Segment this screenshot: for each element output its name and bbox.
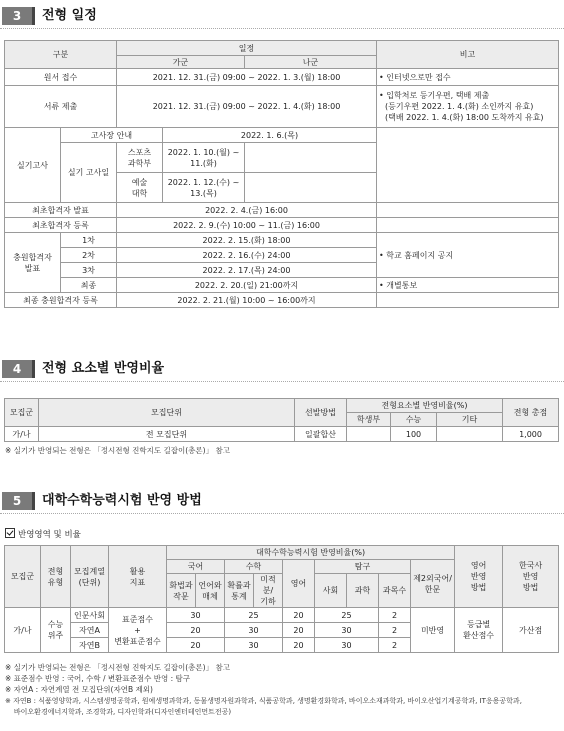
section-ratio (0, 357, 564, 381)
header-gubun: 구분 (5, 41, 117, 69)
header-hwalyong: 활용 지표 (109, 546, 167, 608)
cell-guk: 30 (167, 608, 225, 623)
header-ga-group: 가군 (117, 56, 245, 69)
header-schedule: 일정 (117, 41, 377, 56)
cell-mojip: 가/나 (5, 608, 41, 653)
cell-gyeyeol: 자연A (71, 623, 109, 638)
header-ht: 확률과 통계 (225, 574, 254, 608)
section-title: 전형 요소별 반영비율 (42, 361, 165, 376)
header-j2: 제2외국어/ 한문 (411, 560, 455, 608)
footnote: ※ 실기가 반영되는 전형은 「정시전형 진학지도 길잡이(총론)」 참고 (5, 446, 230, 455)
row-date: 2022. 2. 17.(목) 24:00 (117, 263, 377, 278)
row-date: 2022. 2. 15.(화) 18:00 (117, 233, 377, 248)
cell-su: 30 (225, 638, 283, 653)
footnote: ※ 표준점수 반영 : 국어, 수학 / 변환표준점수 반영 : 탐구 (5, 674, 190, 683)
header-yeong: 영어 (283, 560, 315, 608)
cell-gita (437, 427, 503, 442)
cell-cnt: 2 (379, 623, 411, 638)
header-em: 언어와 매체 (196, 574, 225, 608)
dept-date: 2022. 1. 10.(월) ~ 11.(화) (163, 143, 245, 173)
row-label: 원서 접수 (5, 69, 117, 86)
cell-su: 25 (225, 608, 283, 623)
cell-tam: 25 (315, 608, 379, 623)
footnote: ※ 실기가 반영되는 전형은 「정시전형 진학지도 길잡이(총론)」 참고 (5, 663, 230, 672)
cell-guk: 20 (167, 623, 225, 638)
row-date: 2022. 2. 4.(금) 16:00 (117, 203, 377, 218)
footnote: 바이오환경에너지학과, 조경학과, 디자인학과(디자인엔터테인먼트전공) (5, 708, 232, 716)
row-note: • 학교 홈페이지 공지 (377, 233, 559, 278)
row-date: 2021. 12. 31.(금) 09:00 ~ 2022. 1. 4.(화) 18:00 (117, 86, 377, 128)
dept-date: 2022. 1. 12.(수) ~ 13.(목) (163, 173, 245, 203)
header-tam: 탐구 (315, 560, 411, 574)
cell-gyeyeol: 자연B (71, 638, 109, 653)
header-gwaje: 과목수 (379, 574, 411, 608)
footnote: ※ 자연B : 식품영양학과, 시스템생명공학과, 원예생명과학과, 동물생명자원과학과, 식품공학과, 생명환경화학과, 바이오소재과학과, 바이오산업기계공학과, IT응용공학과, (5, 697, 522, 705)
cell-j2: 미반영 (411, 608, 455, 653)
section-schedule (0, 4, 564, 28)
row-label: 서류 제출 (5, 86, 117, 128)
dept-label: 스포츠 과학부 (117, 143, 163, 173)
cell-suneung: 100 (391, 427, 437, 442)
header-total: 전형 총점 (503, 399, 559, 427)
section-header (0, 489, 564, 513)
footnote: ※ 자연A : 자연계열 전 모집단위(자연B 제외) (5, 685, 153, 694)
subheading (5, 528, 81, 541)
header-na-group: 나군 (245, 56, 377, 69)
section-number-accent (32, 7, 35, 25)
header-haksaeng: 학생부 (347, 413, 391, 427)
row-note (377, 203, 559, 218)
header-gita: 기타 (437, 413, 503, 427)
cell-cnt: 2 (379, 638, 411, 653)
cell-yeong: 20 (283, 623, 315, 638)
row-note (377, 218, 559, 233)
row-date: 2021. 12. 31.(금) 09:00 ~ 2022. 1. 3.(월) 18:00 (117, 69, 377, 86)
cell-history-method: 가산점 (503, 608, 559, 653)
section-number-accent (32, 492, 35, 510)
header-yuhyeong: 전형 유형 (41, 546, 71, 608)
header-ratio: 전형요소별 반영비율(%) (347, 399, 503, 413)
header-mojip: 모집군 (5, 546, 41, 608)
cell-tam: 30 (315, 623, 379, 638)
row-label: 최종 (61, 278, 117, 293)
row-label: 3차 (61, 263, 117, 278)
section-number: 3 (12, 9, 22, 23)
header-danwi: 모집단위 (39, 399, 295, 427)
row-label: 1차 (61, 233, 117, 248)
row-label: 최초합격자 등록 (5, 218, 117, 233)
header-mojip: 모집군 (5, 399, 39, 427)
cell-guk: 20 (167, 638, 225, 653)
ratio-table (4, 398, 559, 442)
row-date: 2022. 2. 21.(월) 10:00 ~ 16:00까지 (117, 293, 377, 308)
header-seonbal: 선발방법 (295, 399, 347, 427)
cell-cnt: 2 (379, 608, 411, 623)
cell-su: 30 (225, 623, 283, 638)
row-label: 2차 (61, 248, 117, 263)
section-number: 5 (12, 494, 22, 508)
header-guk: 국어 (167, 560, 225, 574)
row-group-label: 충원합격자 발표 (5, 233, 61, 293)
header-hj: 화법과 작문 (167, 574, 196, 608)
checkbox-icon (5, 528, 15, 538)
row-note: • 개별통보 (377, 278, 559, 293)
section-csat (0, 489, 564, 513)
row-date: 2022. 2. 16.(수) 24:00 (117, 248, 377, 263)
section-number-accent (32, 360, 35, 378)
row-date: 2022. 2. 9.(수) 10:00 ~ 11.(금) 16:00 (117, 218, 377, 233)
row-label: 고사장 안내 (61, 128, 163, 143)
cell-gyeyeol: 인문사회 (71, 608, 109, 623)
header-history-method: 한국사 반영 방법 (503, 546, 559, 608)
row-date: 2022. 1. 6.(목) (163, 128, 377, 143)
cell-haksaeng (347, 427, 391, 442)
cell-yuhyeong: 수능 위주 (41, 608, 71, 653)
row-note: • 인터넷으로만 접수 (377, 69, 559, 86)
header-eng-method: 영어 반영 방법 (455, 546, 503, 608)
cell-seonbal: 일괄합산 (295, 427, 347, 442)
header-sahoe: 사회 (315, 574, 347, 608)
schedule-table (4, 40, 559, 308)
divider (0, 513, 564, 514)
cell-eng-method: 등급별 환산점수 (455, 608, 503, 653)
header-su: 수학 (225, 560, 283, 574)
header-gyeyeol: 모집계열 (단위) (71, 546, 109, 608)
section-number: 4 (12, 362, 22, 376)
divider (0, 28, 564, 29)
row-label: 최종 충원합격자 등록 (5, 293, 117, 308)
header-csat-ratio: 대학수학능력시험 반영비율(%) (167, 546, 455, 560)
cell-danwi: 전 모집단위 (39, 427, 295, 442)
dept-label: 예술 대학 (117, 173, 163, 203)
header-suneung: 수능 (391, 413, 437, 427)
subheading-text: 반영영역 및 비율 (18, 530, 81, 540)
row-group-label: 실기고사 (5, 128, 61, 203)
blank-cell (245, 143, 377, 173)
divider (0, 381, 564, 382)
row-note: • 입학처로 등기우편, 택배 제출 (등기우편 2022. 1. 4.(화) 소인까지 유효) (택배 2022. 1. 4.(화) 18:00 도착까지 유효) (377, 86, 559, 128)
cell-total: 1,000 (503, 427, 559, 442)
row-sub-label: 실기 고사일 (61, 143, 117, 203)
row-note (377, 128, 559, 203)
cell-hwalyong: 표준점수 + 변환표준점수 (109, 608, 167, 653)
cell-tam: 30 (315, 638, 379, 653)
section-title: 전형 일정 (42, 8, 97, 23)
header-gwahak: 과학 (347, 574, 379, 608)
section-title: 대학수학능력시험 반영 방법 (42, 493, 202, 508)
row-label: 최초합격자 발표 (5, 203, 117, 218)
section-header (0, 357, 564, 381)
header-remarks: 비고 (377, 41, 559, 69)
cell-yeong: 20 (283, 638, 315, 653)
row-date: 2022. 2. 20.(일) 21:00까지 (117, 278, 377, 293)
blank-cell (245, 173, 377, 203)
cell-mojip: 가/나 (5, 427, 39, 442)
csat-table (4, 545, 559, 653)
cell-yeong: 20 (283, 608, 315, 623)
row-note (377, 293, 559, 308)
header-mg: 미적분/ 기하 (254, 574, 283, 608)
section-header (0, 4, 564, 28)
